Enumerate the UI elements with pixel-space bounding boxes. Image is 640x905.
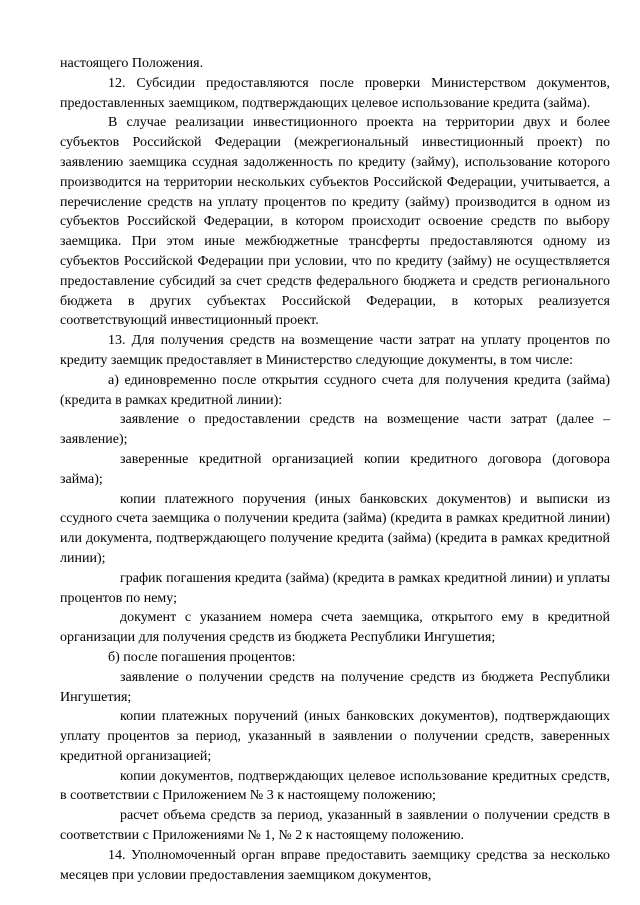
list-item: график погашения кредита (займа) (кредита в рамках кредитной линии) и уплаты процентов по нему; (60, 570, 610, 606)
list-item: а) единовременно после открытия ссудного счета для получения кредита (займа) (кредита в рамках кредитной линии): (60, 372, 610, 408)
document-page (60, 54, 610, 885)
list-item: документ с указанием номера счета заемщика, открытого ему в кредитной организации для получения средств из бюджета Республики Ингушетия; (60, 610, 610, 646)
list-item: заверенные кредитной организацией копии кредитного договора (договора займа); (60, 451, 610, 487)
paragraph: В случае реализации инвестиционного проекта на территории двух и более субъектов Российской Федерации (межрегиональный инвестиционный проект) по заявлению заемщика ссудная задолженность по кредиту (займу), использование которого производится на территории нескольких субъектов Российской Федерации, учитывается, а перечисление средств на уплату процентов по кредиту (займу) производится в одном из субъектов Российской Федерации, в котором происходит освоение средств по выбору заемщика. При этом иные межбюджетные трансферты предоставляются одному из субъектов Российской Федерации при условии, что по кредиту (займу) не осуществляется предоставление субсидий за счет средств федерального бюджета и средств регионального бюджета в других субъектах Российской Федерации, в которых реализуется соответствующий инвестиционный проект. (60, 115, 610, 329)
list-item: расчет объема средств за период, указанный в заявлении о получении средств в соответствии с Приложениями № 1, № 2 к настоящему положению. (60, 808, 610, 844)
paragraph: 12. Субсидии предоставляются после проверки Министерством документов, предоставленных заемщиком, подтверждающих целевое использование кредита (займа). (60, 75, 610, 111)
list-item: заявление о получении средств на получение средств из бюджета Республики Ингушетия; (60, 669, 610, 705)
list-item: б) после погашения процентов: (108, 649, 296, 665)
list-item: копии платежных поручений (иных банковских документов), подтверждающих уплату процентов за период, указанный в заявлении о получении средств, заверенных кредитной организацией; (60, 709, 610, 764)
list-item: копии платежного поручения (иных банковских документов) и выписки из ссудного счета заемщика о получении кредита (займа) (кредита в рамках кредитной линии) или документа, подтверждающего получение кредита (займа) (кредита в рамках кредитной линии); (60, 491, 610, 566)
paragraph: 14. Уполномоченный орган вправе предоставить заемщику средства за несколько месяцев при условии предоставления заемщиком документов, (60, 847, 610, 883)
paragraph: 13. Для получения средств на возмещение части затрат на уплату процентов по кредиту заемщик предоставляет в Министерство следующие документы, в том числе: (60, 333, 610, 368)
list-item: копии документов, подтверждающих целевое использование кредитных средств, в соответствии с Приложением № 3 к настоящему положению; (60, 768, 610, 804)
list-item: заявление о предоставлении средств на возмещение части затрат (далее – заявление); (60, 412, 610, 448)
paragraph: настоящего Положения. (60, 56, 204, 71)
